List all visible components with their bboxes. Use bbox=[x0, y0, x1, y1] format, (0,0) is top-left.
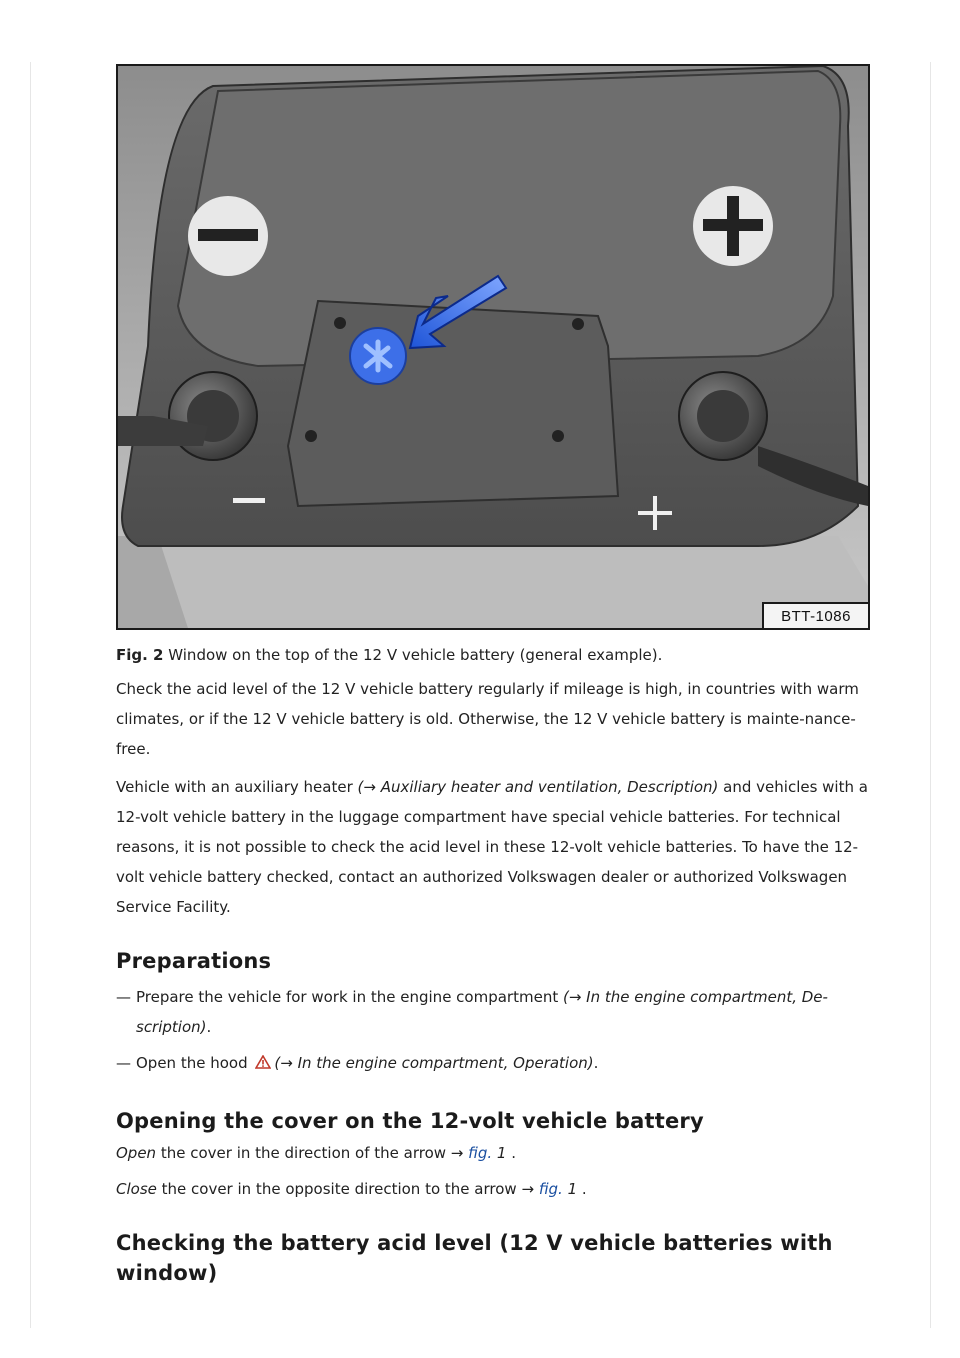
step-close-text: the cover in the opposite direction to the arrow bbox=[156, 1180, 522, 1198]
heading-opening-cover: Opening the cover on the 12-volt vehicle battery bbox=[116, 1109, 704, 1133]
figure-link[interactable]: fig. bbox=[468, 1144, 493, 1162]
cross-reference-engine-operation[interactable]: (→ In the engine compartment, Operation) bbox=[274, 1054, 594, 1072]
cross-reference-auxiliary-heater[interactable]: (→ Auxiliary heater and ventilation, Description) bbox=[357, 778, 719, 796]
preparations-list bbox=[116, 982, 876, 1078]
arrow-symbol: → bbox=[521, 1180, 535, 1198]
battery-figure bbox=[116, 64, 870, 630]
caption-label: Fig. 2 bbox=[116, 646, 164, 664]
paragraph-text-start: Vehicle with an auxiliary heater bbox=[116, 778, 358, 796]
list-item-end: . bbox=[593, 1054, 599, 1072]
heading-preparations: Preparations bbox=[116, 949, 272, 973]
step-close-keyword: Close bbox=[116, 1180, 157, 1198]
list-item-end: . bbox=[206, 1018, 212, 1036]
figure-caption bbox=[116, 640, 876, 670]
list-item-text: Open the hood bbox=[136, 1054, 253, 1072]
cross-reference-engine-description[interactable]: (→ In the engine compartment, De-scription) bbox=[136, 988, 828, 1036]
caption-text: Window on the top of the 12 V vehicle battery (general example). bbox=[168, 646, 663, 664]
step-open bbox=[116, 1138, 876, 1168]
figure-link-number[interactable]: 1 bbox=[496, 1144, 507, 1162]
arrow-symbol: → bbox=[450, 1144, 464, 1162]
step-close bbox=[116, 1174, 876, 1204]
figure-link[interactable]: fig. bbox=[538, 1180, 563, 1198]
warning-triangle-icon[interactable] bbox=[255, 1055, 271, 1069]
left-margin-line bbox=[30, 62, 31, 1328]
figure-link-number[interactable]: 1 bbox=[567, 1180, 578, 1198]
list-item bbox=[116, 982, 876, 1042]
dash-bullet: — bbox=[116, 1054, 131, 1072]
step-open-text: the cover in the direction of the arrow bbox=[156, 1144, 451, 1162]
list-item bbox=[116, 1048, 876, 1078]
figure-code-label: BTT-1086 bbox=[762, 602, 868, 628]
document-content bbox=[116, 640, 876, 1288]
right-margin-line bbox=[930, 62, 931, 1328]
paragraph-acid-level: Check the acid level of the 12 V vehicle battery regularly if mileage is high, in countries with warm climates, or if the 12 V vehicle battery is old. Otherwise, the 12 V vehicle battery is mainte-nance-free. bbox=[116, 680, 859, 758]
dash-bullet: — bbox=[116, 988, 131, 1006]
paragraph-text-end: and vehicles with a 12-volt vehicle battery in the luggage compartment have special vehicle batteries. For technical reasons, it is not possible to check the acid level in these 12-volt vehicle batteries. To have the 12-volt vehicle battery checked, contact an authorized Volkswagen dealer or authorized Volkswagen Service Facility. bbox=[116, 778, 868, 916]
step-end: . bbox=[506, 1144, 517, 1162]
paragraph-special-batteries bbox=[116, 772, 876, 922]
list-item-text: Prepare the vehicle for work in the engine compartment bbox=[136, 988, 563, 1006]
heading-checking-acid-level: Checking the battery acid level (12 V vehicle batteries with window) bbox=[116, 1231, 833, 1285]
battery-illustration bbox=[118, 66, 868, 628]
step-open-keyword: Open bbox=[116, 1144, 157, 1162]
step-end: . bbox=[577, 1180, 587, 1198]
